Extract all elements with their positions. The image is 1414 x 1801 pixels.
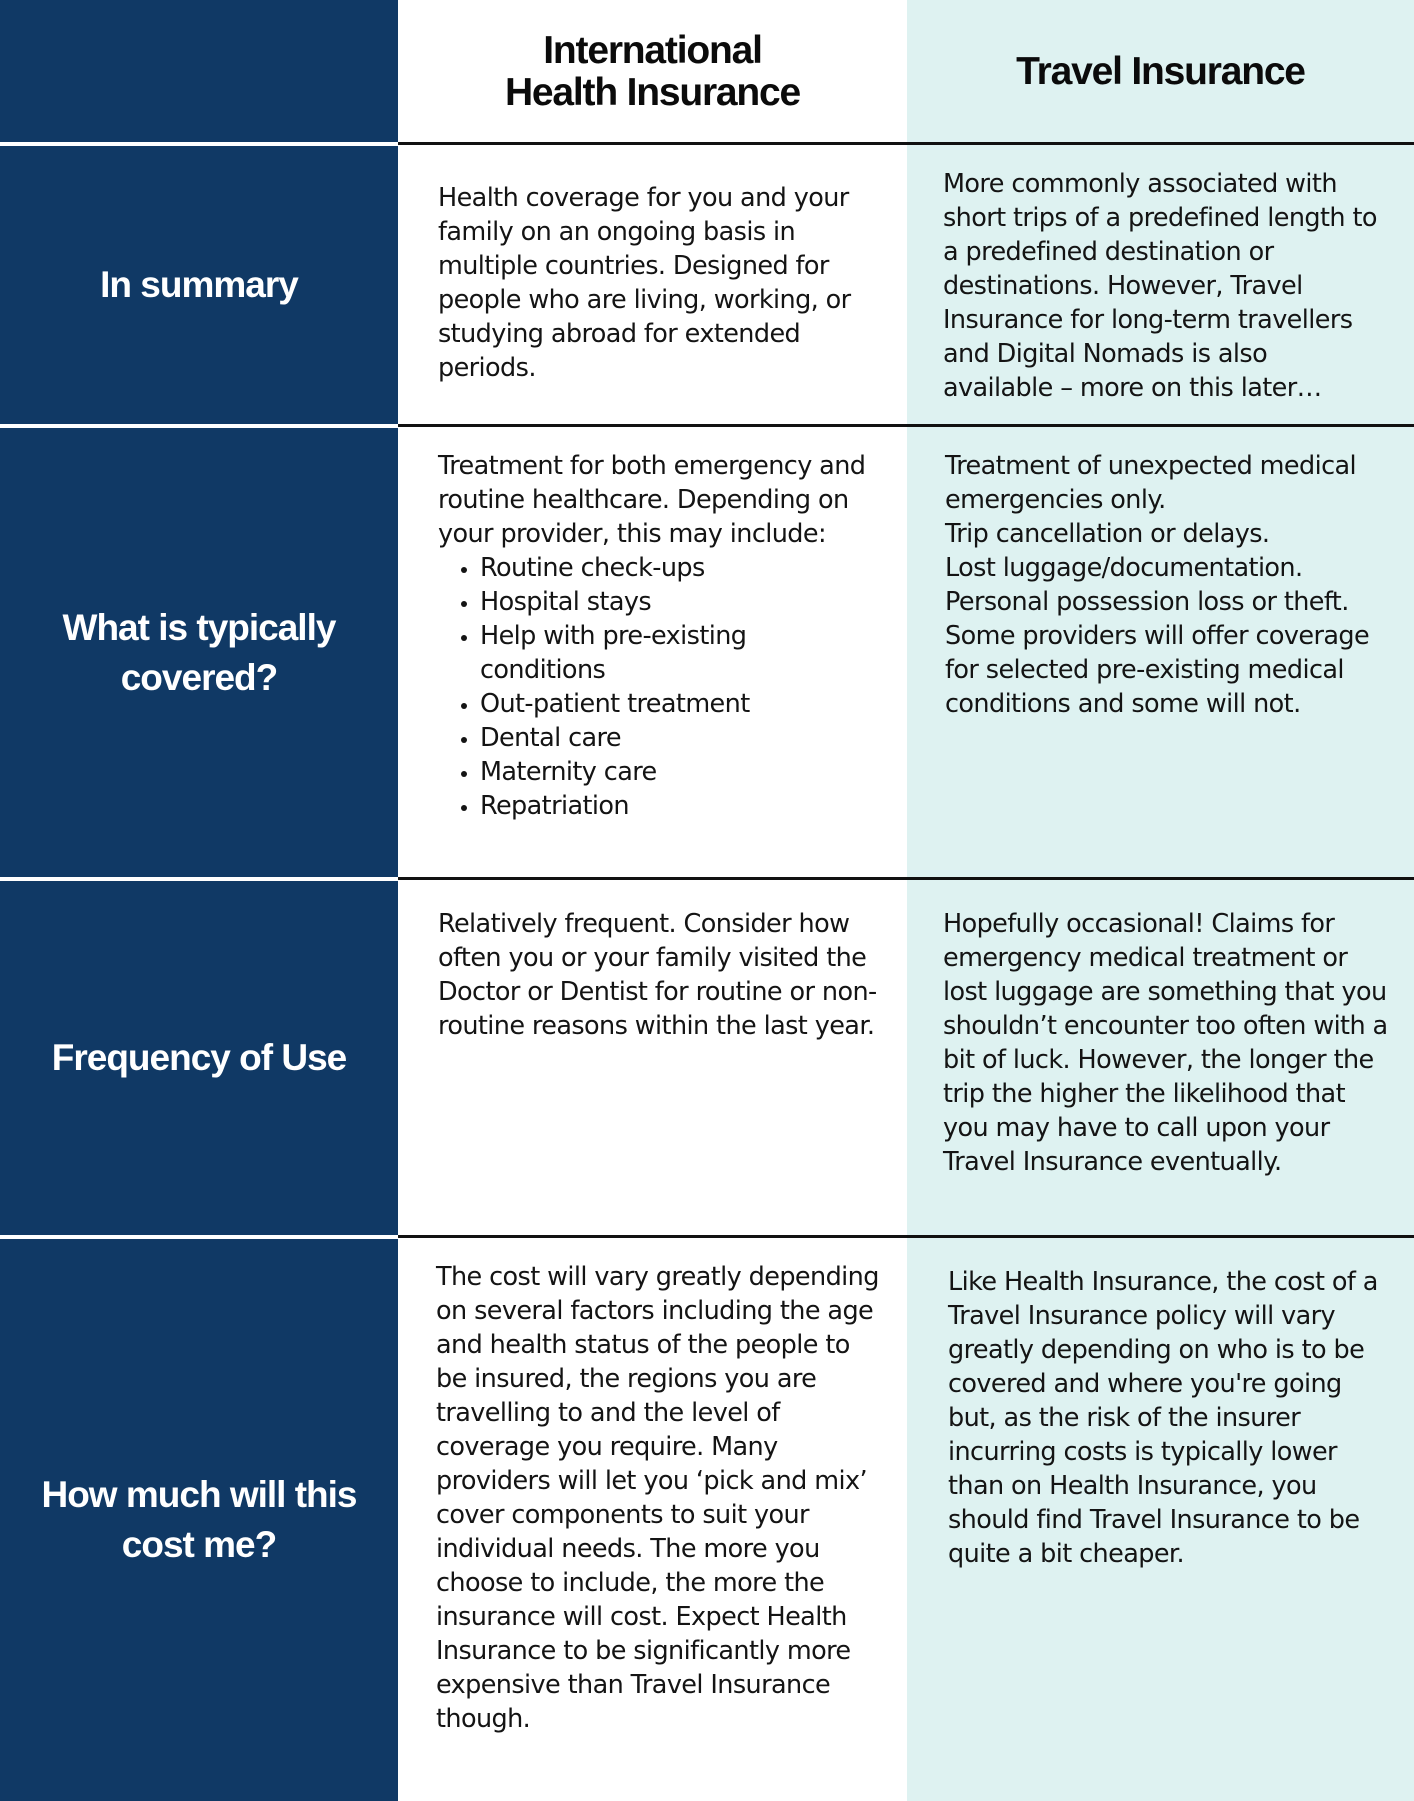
- health-coverage-intro: Treatment for both emergency and routine healthcare. Depending on your provider, this may include:: [438, 451, 866, 549]
- health-title-line1: International: [543, 28, 762, 72]
- travel-insurance-header: [907, 0, 1414, 143]
- travel-coverage-line: Trip cancellation or delays.: [945, 519, 1270, 549]
- row-label-coverage: What is typically covered?: [62, 606, 336, 698]
- row-label-summary: In summary: [100, 264, 298, 305]
- travel-coverage-line: Lost luggage/documentation.: [945, 553, 1303, 583]
- list-item: • Out-patient treatment: [480, 687, 878, 721]
- travel-frequency-text: Hopefully occasional! Claims for emergency medical treatment or lost luggage are something that you shouldn’t encounter too often with a bit of luck. However, the longer the trip the higher the likelihood that you may have to call upon your Travel Insurance eventually.: [943, 909, 1388, 1177]
- travel-cost-text: Like Health Insurance, the cost of a Travel Insurance policy will vary greatly depending on who is to be covered and where you're going but, as the risk of the insurer incurring costs is typically lower than on Health Insurance, you should find Travel Insurance to be quite a bit cheaper.: [948, 1267, 1378, 1569]
- row-divider: [398, 424, 1414, 427]
- row-divider: [398, 877, 1414, 880]
- travel-coverage-line: Personal possession loss or theft.: [945, 587, 1349, 617]
- travel-title: Travel Insurance: [1016, 49, 1305, 93]
- travel-coverage-line: Treatment of unexpected medical emergencies only.: [945, 451, 1357, 515]
- list-item: • Repatriation: [480, 789, 878, 823]
- travel-summary-text: More commonly associated with short trips of a predefined length to a predefined destination or destinations. However, Travel Insurance for long-term travellers and Digital Nomads is also available – more on this later…: [943, 169, 1377, 403]
- list-item: • Routine check-ups: [480, 551, 878, 585]
- travel-coverage-cell: [945, 449, 1390, 721]
- row-divider: [398, 1235, 1414, 1238]
- list-item: • Hospital stays: [480, 585, 878, 619]
- health-coverage-cell: [438, 449, 878, 823]
- list-item: • Maternity care: [480, 755, 878, 789]
- travel-coverage-line: Some providers will offer coverage for selected pre-existing medical conditions and some will not.: [945, 621, 1370, 719]
- row-label-frequency: Frequency of Use: [51, 1037, 347, 1078]
- list-item: • Help with pre-existing conditions: [480, 619, 878, 687]
- row-divider: [398, 142, 1414, 145]
- health-coverage-list: [438, 551, 878, 823]
- list-item: • Dental care: [480, 721, 878, 755]
- health-title-line2: Health Insurance: [504, 70, 801, 114]
- health-cost-text: The cost will vary greatly depending on several factors including the age and health status of the people to be insured, the regions you are travelling to and the level of coverage you require. Many providers will let you ‘pick and mix’ cover components to suit your individual needs. The more you choose to include, the more the insurance will cost. Expect Health Insurance to be significantly more expensive than Travel Insurance though.: [436, 1262, 879, 1734]
- row-label-cost: How much will this cost me?: [41, 1474, 357, 1565]
- health-insurance-header: [398, 0, 907, 143]
- health-frequency-text: Relatively frequent. Consider how often you or your family visited the Doctor or Dentist for routine or non-routine reasons within the last year.: [438, 909, 877, 1041]
- health-summary-text: Health coverage for you and your family on an ongoing basis in multiple countries. Designed for people who are living, working, or studying abroad for extended periods.: [438, 183, 851, 383]
